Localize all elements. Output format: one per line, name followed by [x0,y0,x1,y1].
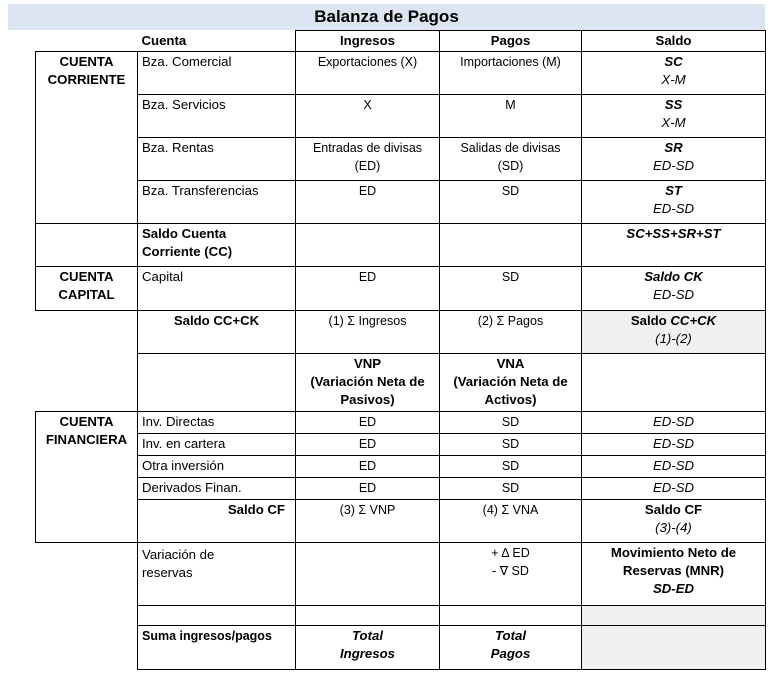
table-row [36,181,766,224]
pagos-cell: (2) Σ Pagos [440,311,582,354]
empty-cell [296,606,440,626]
empty-cell [138,354,296,412]
saldo-cell: Saldo CK ED-SD [582,267,766,311]
cuenta-cell: Bza. Rentas [138,138,296,181]
empty-cell [36,311,138,354]
pagos-cell: Salidas de divisas (SD) [440,138,582,181]
pagos-cell: SD [440,456,582,478]
cuenta-cell: Capital [138,267,296,311]
ingresos-cell: ED [296,412,440,434]
empty-cell [36,224,138,267]
ingresos-cell: ED [296,181,440,224]
saldo-cc-ck-label: Saldo CC+CK [138,311,296,354]
section-cuenta-capital: CUENTA CAPITAL [36,267,138,311]
section-cuenta-financiera: CUENTA FINANCIERA [36,412,138,543]
cuenta-cell: Bza. Comercial [138,52,296,95]
table-row [36,478,766,500]
empty-cell [36,543,138,606]
empty-cell [296,224,440,267]
section-cuenta-corriente: CUENTA CORRIENTE [36,52,138,224]
empty-cell [36,626,138,670]
table-row [36,456,766,478]
pagos-cell: Importaciones (M) [440,52,582,95]
empty-cell [36,31,138,52]
saldo-cell: Saldo CC+CK (1)-(2) [582,311,766,354]
pagos-cell: SD [440,181,582,224]
saldo-cell: ED-SD [582,478,766,500]
ingresos-cell: ED [296,456,440,478]
ingresos-cell: ED [296,267,440,311]
ingresos-cell: ED [296,434,440,456]
cuenta-cell: Otra inversión [138,456,296,478]
saldo-cell: Saldo CF (3)-(4) [582,500,766,543]
saldo-cc-label: Saldo Cuenta Corriente (CC) [138,224,296,267]
header-pagos: Pagos [440,31,582,52]
pagos-cell: M [440,95,582,138]
reservas-label: Variación de reservas [138,543,296,606]
table-row [36,626,766,670]
ingresos-cell: X [296,95,440,138]
cuenta-cell: Derivados Finan. [138,478,296,500]
vnp-cell: VNP (Variación Neta de Pasivos) [296,354,440,412]
pagos-cell: (4) Σ VNA [440,500,582,543]
saldo-cell: ST ED-SD [582,181,766,224]
saldo-cell: ED-SD [582,412,766,434]
empty-cell [36,606,138,626]
table-row [36,224,766,267]
ingresos-cell: (1) Σ Ingresos [296,311,440,354]
table-row [36,412,766,434]
header-saldo: Saldo [582,31,766,52]
empty-cell [582,606,766,626]
table-row [36,354,766,412]
saldo-cell: SS X-M [582,95,766,138]
table-row [36,434,766,456]
saldo-cell: ED-SD [582,456,766,478]
saldo-cell: Movimiento Neto de Reservas (MNR) SD-ED [582,543,766,606]
ingresos-cell: Entradas de divisas (ED) [296,138,440,181]
balanza-table [35,30,766,670]
pagos-cell: SD [440,434,582,456]
empty-cell [440,606,582,626]
cuenta-cell: Inv. en cartera [138,434,296,456]
cuenta-cell: Inv. Directas [138,412,296,434]
empty-cell [36,354,138,412]
empty-cell [138,606,296,626]
table-row [36,52,766,95]
saldo-cell: SR ED-SD [582,138,766,181]
total-pagos-cell: Total Pagos [440,626,582,670]
table-row [36,543,766,606]
total-ingresos-cell: Total Ingresos [296,626,440,670]
table-row [36,267,766,311]
ingresos-cell: Exportaciones (X) [296,52,440,95]
table-row [36,311,766,354]
pagos-cell: SD [440,412,582,434]
empty-cell [296,543,440,606]
suma-label: Suma ingresos/pagos [138,626,296,670]
table-title: Balanza de Pagos [8,4,765,30]
cuenta-cell: Bza. Servicios [138,95,296,138]
pagos-cell: SD [440,267,582,311]
empty-cell [582,626,766,670]
saldo-cell: ED-SD [582,434,766,456]
table-row [36,95,766,138]
ingresos-cell: (3) Σ VNP [296,500,440,543]
header-cuenta: Cuenta [141,32,187,48]
saldo-cc-value: SC+SS+SR+ST [582,224,766,267]
ingresos-cell: ED [296,478,440,500]
table-row [36,500,766,543]
header-row [36,31,766,52]
saldo-cell: SC X-M [582,52,766,95]
empty-cell [582,354,766,412]
saldo-cf-label: Saldo CF [138,500,296,543]
cuenta-cell: Bza. Transferencias [138,181,296,224]
header-ingresos: Ingresos [296,31,440,52]
empty-cell [440,224,582,267]
vna-cell: VNA (Variación Neta de Activos) [440,354,582,412]
table-row [36,606,766,626]
pagos-cell: + Δ ED - ∇ SD [440,543,582,606]
pagos-cell: SD [440,478,582,500]
table-row [36,138,766,181]
